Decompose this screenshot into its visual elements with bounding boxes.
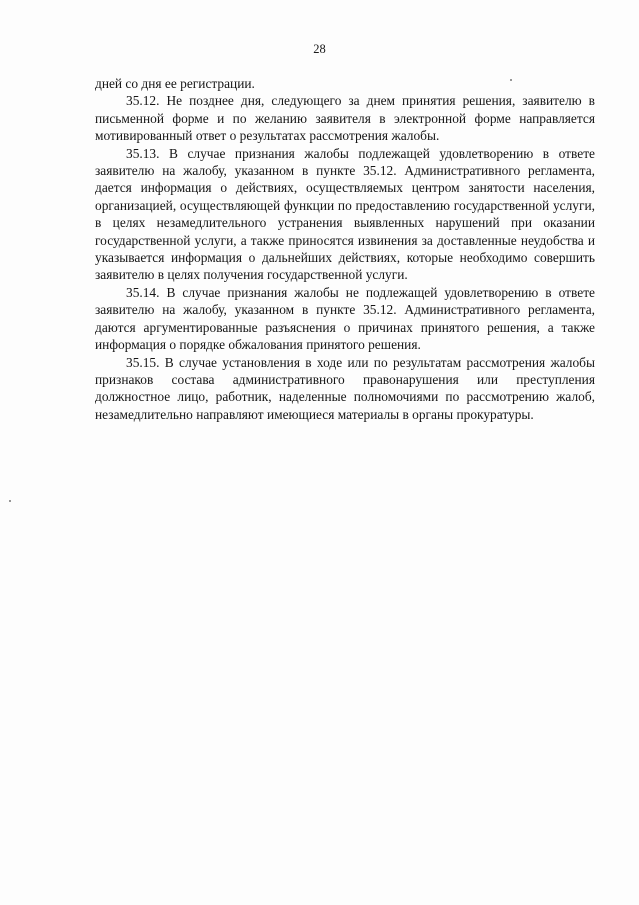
document-body bbox=[95, 75, 595, 423]
scan-speck bbox=[510, 79, 512, 81]
paragraph-continuation: дней со дня ее регистрации. bbox=[95, 76, 255, 91]
paragraph-35-13: 35.13. В случае признания жалобы подлежащей удовлетворению в ответе заявителю на жалобу, указанном в пункте 35.12. Административного регламента, дается информация о действиях, осуществляемых центром занятости населения, организацией, осуществляющей функции по предоставлению государственной услуги, в целях незамедлительного устранения выявленных нарушений при оказании государственной услуги, а также приносятся извинения за доставленные неудобства и указывается информация о дальнейших действиях, которые необходимо совершить заявителю в целях получения государственной услуги. bbox=[95, 145, 595, 283]
scan-speck bbox=[9, 500, 11, 502]
paragraph-35-12: 35.12. Не позднее дня, следующего за днем принятия решения, заявителю в письменной форме и по желанию заявителя в электронной форме направляется мотивированный ответ о результатах рассмотрения жалобы. bbox=[95, 93, 595, 144]
paragraph-35-14: 35.14. В случае признания жалобы не подлежащей удовлетворению в ответе заявителю на жалобу, указанном в пункте 35.12. Административного регламента, даются аргументированные разъяснения о причинах принятого решения, а также информация о порядке обжалования принятого решения. bbox=[95, 284, 595, 353]
page-number: 28 bbox=[313, 42, 326, 56]
paragraph-35-15: 35.15. В случае установления в ходе или по результатам рассмотрения жалобы признаков состава административного правонарушения или преступления должностное лицо, работник, наделенные полномочиями по рассмотрению жалоб, незамедлительно направляют имеющиеся материалы в органы прокуратуры. bbox=[95, 354, 595, 422]
